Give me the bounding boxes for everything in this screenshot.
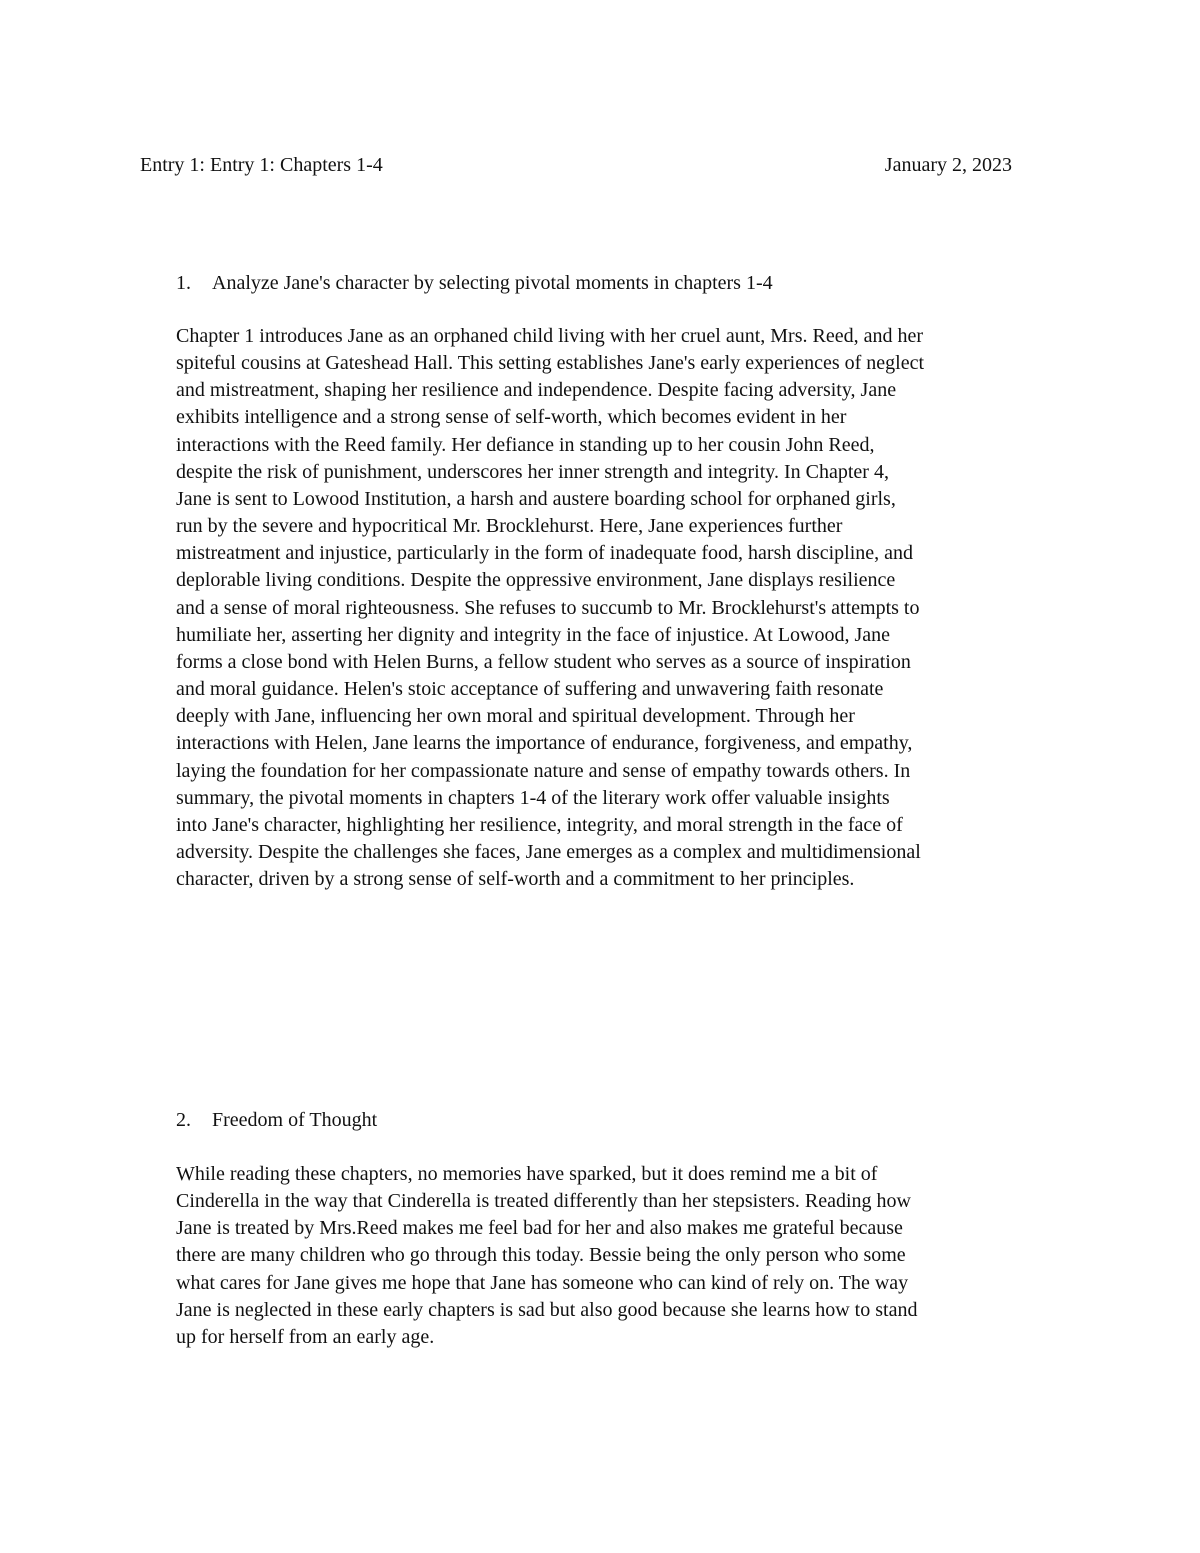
question-heading-1 [176,269,773,297]
paragraph-line: forms a close bond with Helen Burns, a fellow student who serves as a source of inspiration [176,650,911,673]
paragraph-line: what cares for Jane gives me hope that Jane has someone who can kind of rely on. The way [176,1271,909,1294]
paragraph-line: While reading these chapters, no memories have sparked, but it does remind me a bit of [176,1163,878,1185]
question-number: 1. [176,272,191,294]
paragraph-line: there are many children who go through this today. Bessie being the only person who some [176,1244,906,1267]
answer-paragraph-2 [176,1161,1060,1351]
paragraph-line: and mistreatment, shaping her resilience and independence. Despite facing adversity, Jane [176,379,897,402]
paragraph-line: exhibits intelligence and a strong sense of self-worth, which becomes evident in her [176,406,847,429]
question-heading-2 [176,1106,377,1134]
paragraph-line: deeply with Jane, influencing her own moral and spiritual development. Through her [176,705,855,728]
paragraph-line: Cinderella in the way that Cinderella is treated differently than her stepsisters. Reading how [176,1190,911,1213]
entry-date: January 2, 2023 [884,154,1012,176]
answer-paragraph-1 [176,323,1060,893]
paragraph-line: and moral guidance. Helen's stoic acceptance of suffering and unwavering faith resonate [176,678,884,701]
paragraph-line: spiteful cousins at Gateshead Hall. This setting establishes Jane's early experiences of neglect [176,352,925,375]
paragraph-line: Jane is sent to Lowood Institution, a harsh and austere boarding school for orphaned girls, [176,487,896,510]
paragraph-line: and a sense of moral righteousness. She refuses to succumb to Mr. Brocklehurst's attempts to [176,596,920,619]
paragraph-line: run by the severe and hypocritical Mr. Brocklehurst. Here, Jane experiences further [176,515,843,538]
entry-title: Entry 1: Entry 1: Chapters 1-4 [140,154,383,176]
paragraph-line: summary, the pivotal moments in chapters 1-4 of the literary work offer valuable insights [176,786,890,809]
paragraph-line: up for herself from an early age. [176,1325,435,1348]
paragraph-line: adversity. Despite the challenges she faces, Jane emerges as a complex and multidimensional [176,840,921,863]
paragraph-line: character, driven by a strong sense of self-worth and a commitment to her principles. [176,868,855,891]
paragraph-line: into Jane's character, highlighting her resilience, integrity, and moral strength in the face of [176,813,903,836]
paragraph-line: interactions with Helen, Jane learns the importance of endurance, forgiveness, and empathy, [176,732,913,755]
paragraph-line: deplorable living conditions. Despite the oppressive environment, Jane displays resilience [176,569,896,592]
question-number: 2. [176,1109,191,1131]
paragraph-line: mistreatment and injustice, particularly in the form of inadequate food, harsh discipline, and [176,542,914,565]
paragraph-line: despite the risk of punishment, underscores her inner strength and integrity. In Chapter 4, [176,460,889,483]
paragraph-line: Jane is neglected in these early chapters is sad but also good because she learns how to stand [176,1298,918,1321]
paragraph-line: laying the foundation for her compassionate nature and sense of empathy towards others. In [176,759,911,782]
paragraph-line: interactions with the Reed family. Her defiance in standing up to her cousin John Reed, [176,433,875,456]
paragraph-line: Chapter 1 introduces Jane as an orphaned child living with her cruel aunt, Mrs. Reed, and her [176,325,924,347]
paragraph-line: Jane is treated by Mrs.Reed makes me feel bad for her and also makes me grateful because [176,1217,903,1240]
paragraph-line: humiliate her, asserting her dignity and integrity in the face of injustice. At Lowood, Jane [176,623,891,646]
question-text: Freedom of Thought [212,1109,378,1131]
question-text: Analyze Jane's character by selecting pivotal moments in chapters 1-4 [212,272,773,294]
entry-header [140,151,1012,179]
